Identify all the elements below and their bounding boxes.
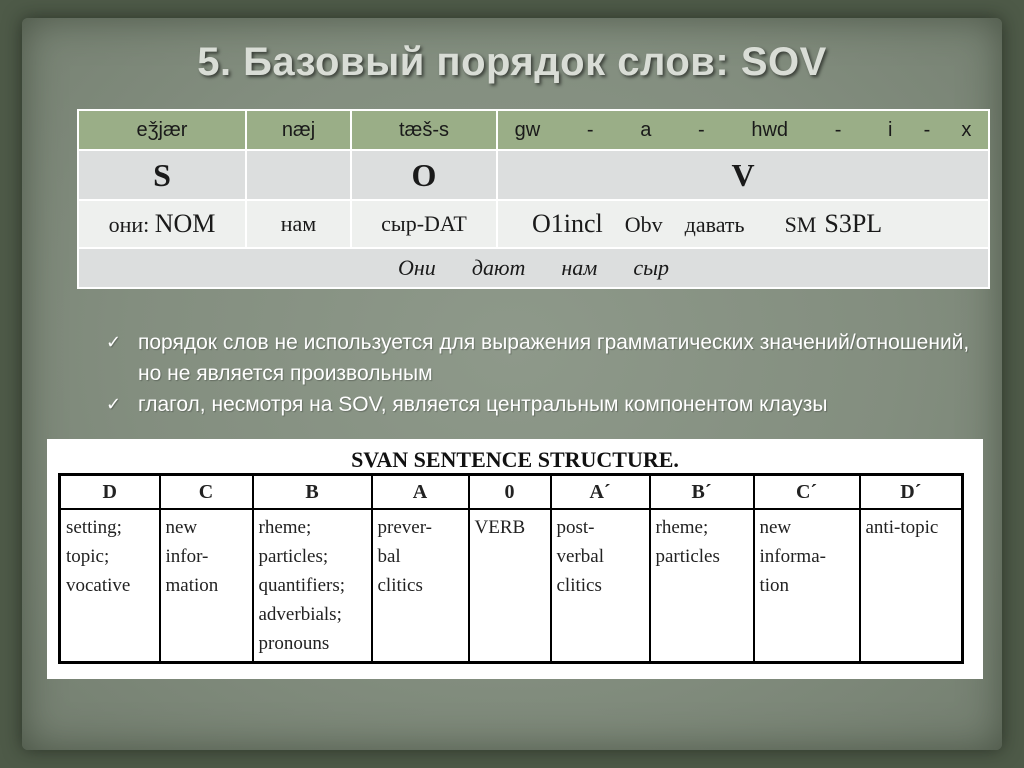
svan-cell: setting; topic; vocative — [60, 509, 160, 663]
checkmark-icon: ✓ — [106, 332, 122, 352]
gloss-row-svan — [78, 110, 989, 150]
svan-header: B´ — [650, 475, 754, 510]
gloss-cell-empty — [246, 150, 351, 200]
svan-structure-figure — [47, 439, 983, 679]
svan-header: B — [253, 475, 372, 510]
slide-title: 5. Базовый порядок слов: SOV — [197, 40, 827, 84]
bullet-text: порядок слов не используется для выражения грамматических значений/отношений, но не является произвольным — [138, 331, 970, 385]
svan-cell: prever- bal clitics — [372, 509, 469, 663]
translation-word: дают — [471, 255, 526, 280]
gloss-row-glosses — [78, 200, 989, 248]
bullet-list — [106, 327, 986, 420]
svan-structure-table — [58, 473, 964, 664]
svan-cell: post- verbal clitics — [551, 509, 650, 663]
svan-title: SVAN SENTENCE STRUCTURE. — [351, 447, 679, 472]
gloss-text: NOM — [154, 209, 216, 238]
gloss-cell-s: S — [78, 150, 246, 200]
svan-cell: VERB — [469, 509, 551, 663]
gloss-cell: сыр-DAT — [351, 200, 497, 248]
svan-header: D´ — [860, 475, 963, 510]
gloss-morpheme: S3PL — [824, 209, 883, 238]
bullet-item — [106, 327, 986, 389]
bullet-text: глагол, несмотря на SOV, является центральным компонентом клаузы — [138, 393, 828, 416]
translation-word: нам — [561, 255, 598, 280]
gloss-text: они: — [108, 212, 155, 237]
gloss-row-sov — [78, 150, 989, 200]
gloss-cell: eǯjær — [78, 110, 246, 150]
gloss-cell: нам — [246, 200, 351, 248]
svan-cell: rheme; particles — [650, 509, 754, 663]
gloss-cell: næj — [246, 110, 351, 150]
gloss-morpheme: O1incl — [532, 209, 603, 238]
gloss-table — [77, 109, 990, 289]
svan-cell: rheme; particles; quantifiers; adverbials; pronouns — [253, 509, 372, 663]
gloss-row-translation — [78, 248, 989, 288]
svan-header: C — [160, 475, 253, 510]
gloss-morpheme: Obv — [624, 212, 663, 237]
gloss-cell — [78, 200, 246, 248]
svan-cell: anti-topic — [860, 509, 963, 663]
svan-header: C´ — [754, 475, 860, 510]
svan-header: D — [60, 475, 160, 510]
svan-cell: new informa- tion — [754, 509, 860, 663]
translation-word: сыр — [633, 255, 669, 280]
gloss-cell-v: V — [497, 150, 989, 200]
gloss-cell: gw - a - hwd - i - x — [497, 110, 989, 150]
svan-header: 0 — [469, 475, 551, 510]
gloss-cell-verb — [497, 200, 989, 248]
bullet-item — [106, 389, 986, 420]
gloss-cell-o: O — [351, 150, 497, 200]
gloss-morpheme: SM — [784, 212, 817, 237]
translation-word: Они — [398, 255, 436, 280]
svan-header: A´ — [551, 475, 650, 510]
svan-cell: new infor- mation — [160, 509, 253, 663]
gloss-morpheme: давать — [684, 212, 745, 237]
svan-content-row — [60, 509, 963, 663]
svan-header-row — [60, 475, 963, 510]
translation-cell — [78, 248, 989, 288]
gloss-cell: tæš-s — [351, 110, 497, 150]
svan-header: A — [372, 475, 469, 510]
checkmark-icon: ✓ — [106, 394, 122, 414]
